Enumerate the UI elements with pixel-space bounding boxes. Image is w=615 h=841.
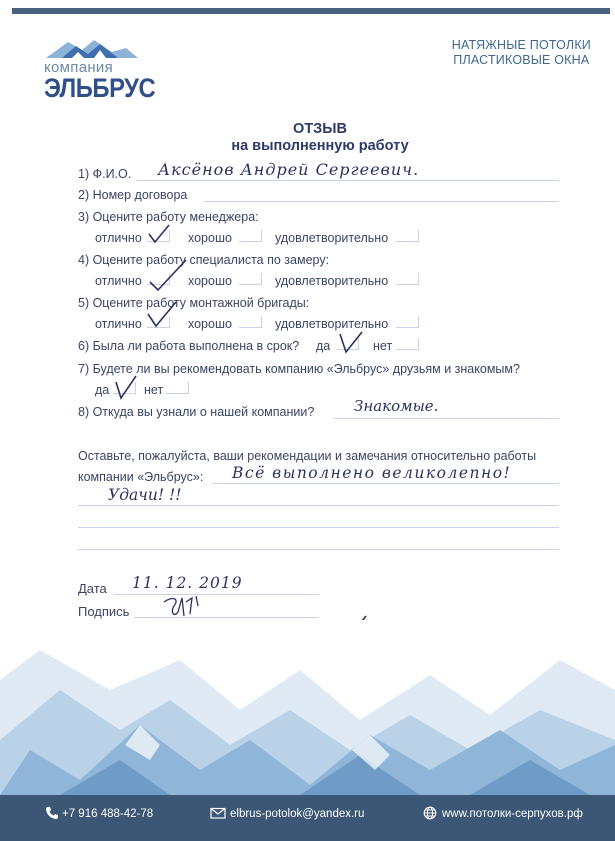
comments-line-3 xyxy=(78,527,559,528)
mountain-background xyxy=(0,620,615,795)
comments-line-1 xyxy=(212,483,559,484)
q5-good-box[interactable] xyxy=(239,316,262,328)
q7-check-mark-icon xyxy=(114,374,138,400)
signature-label: Подпись xyxy=(78,604,130,619)
q8-answer-line xyxy=(334,418,559,419)
comments-handwritten-2: Удачи! !! xyxy=(108,486,182,504)
q3-option-excellent: отлично xyxy=(95,231,142,245)
q4-check-mark-icon xyxy=(148,258,188,292)
footer-phone[interactable]: +7 916 488-42-78 xyxy=(62,808,154,820)
q7-label: 7) Будете ли вы рекомендовать компанию «Эльбрус» друзьям и знакомым? xyxy=(78,362,520,376)
comments-prompt-line2: компании «Эльбрус»: xyxy=(78,470,204,484)
q7-no: нет xyxy=(144,383,164,397)
q4-option-good: хорошо xyxy=(188,274,232,288)
tagline-ceilings: НАТЯЖНЫЕ ПОТОЛКИ xyxy=(451,38,591,52)
logo-text-company: компания xyxy=(44,59,114,76)
q4-good-box[interactable] xyxy=(239,273,262,285)
form-title: ОТЗЫВ xyxy=(293,121,347,137)
q1-handwritten-name: Аксёнов Андрей Сергеевич. xyxy=(158,160,420,179)
envelope-icon xyxy=(210,806,226,820)
q6-label: 6) Была ли работа выполнена в срок? xyxy=(78,339,300,353)
q3-check-mark-icon xyxy=(146,222,172,246)
comments-prompt-line1: Оставьте, пожалуйста, ваши рекомендации и замечания относительно работы xyxy=(78,449,537,463)
q5-label: 5) Оцените работу монтажной бригады: xyxy=(78,296,310,310)
q3-label: 3) Оцените работу менеджера: xyxy=(78,210,259,224)
comments-line-4 xyxy=(78,549,559,550)
logo-text-elbrus: ЭЛЬБРУС xyxy=(44,73,156,103)
q7-yes: да xyxy=(95,383,110,397)
q4-satisfactory-box[interactable] xyxy=(396,273,419,285)
q3-option-good: хорошо xyxy=(188,231,232,245)
q6-no-box[interactable] xyxy=(396,338,419,350)
globe-icon xyxy=(423,806,437,820)
q5-option-satisfactory: удовлетворительно xyxy=(275,317,389,331)
q4-option-satisfactory: удовлетворительно xyxy=(275,274,389,288)
q5-option-excellent: отлично xyxy=(95,317,142,331)
q6-yes: да xyxy=(316,339,331,353)
q3-satisfactory-box[interactable] xyxy=(396,230,419,242)
q5-satisfactory-box[interactable] xyxy=(396,316,419,328)
q1-answer-line xyxy=(136,180,559,181)
date-line xyxy=(114,594,319,595)
q5-option-good: хорошо xyxy=(188,317,232,331)
q5-check-mark-icon xyxy=(146,300,178,328)
q7-no-box[interactable] xyxy=(166,382,189,394)
top-stripe xyxy=(12,8,610,14)
q4-label: 4) Оцените работу специалиста по замеру: xyxy=(78,253,330,267)
q6-check-mark-icon xyxy=(338,330,364,356)
q3-option-satisfactory: удовлетворительно xyxy=(275,231,389,245)
q6-no: нет xyxy=(373,339,393,353)
q8-handwritten-answer: Знакомые. xyxy=(354,397,439,415)
footer-website[interactable]: www.потолки-серпухов.рф xyxy=(442,808,583,820)
tagline xyxy=(452,38,591,68)
form-subtitle: на выполненную работу xyxy=(231,138,409,154)
footer-email[interactable]: elbrus-potolok@yandex.ru xyxy=(230,808,365,820)
q3-good-box[interactable] xyxy=(239,230,262,242)
q2-label: 2) Номер договора xyxy=(78,188,188,202)
comments-handwritten-1: Всё выполнено великолепно! xyxy=(232,464,512,482)
q4-option-excellent: отлично xyxy=(95,274,142,288)
signature-scribble xyxy=(160,592,202,622)
q1-label: 1) Ф.И.О. xyxy=(78,167,132,181)
tagline-windows: ПЛАСТИКОВЫЕ ОКНА xyxy=(453,53,590,67)
comments-line-2 xyxy=(78,505,559,506)
q8-label: 8) Откуда вы узнали о нашей компании? xyxy=(78,405,315,419)
phone-icon xyxy=(45,806,59,820)
date-handwritten: 11. 12. 2019 xyxy=(132,574,243,592)
date-label: Дата xyxy=(78,581,107,596)
q2-answer-line xyxy=(204,201,559,202)
